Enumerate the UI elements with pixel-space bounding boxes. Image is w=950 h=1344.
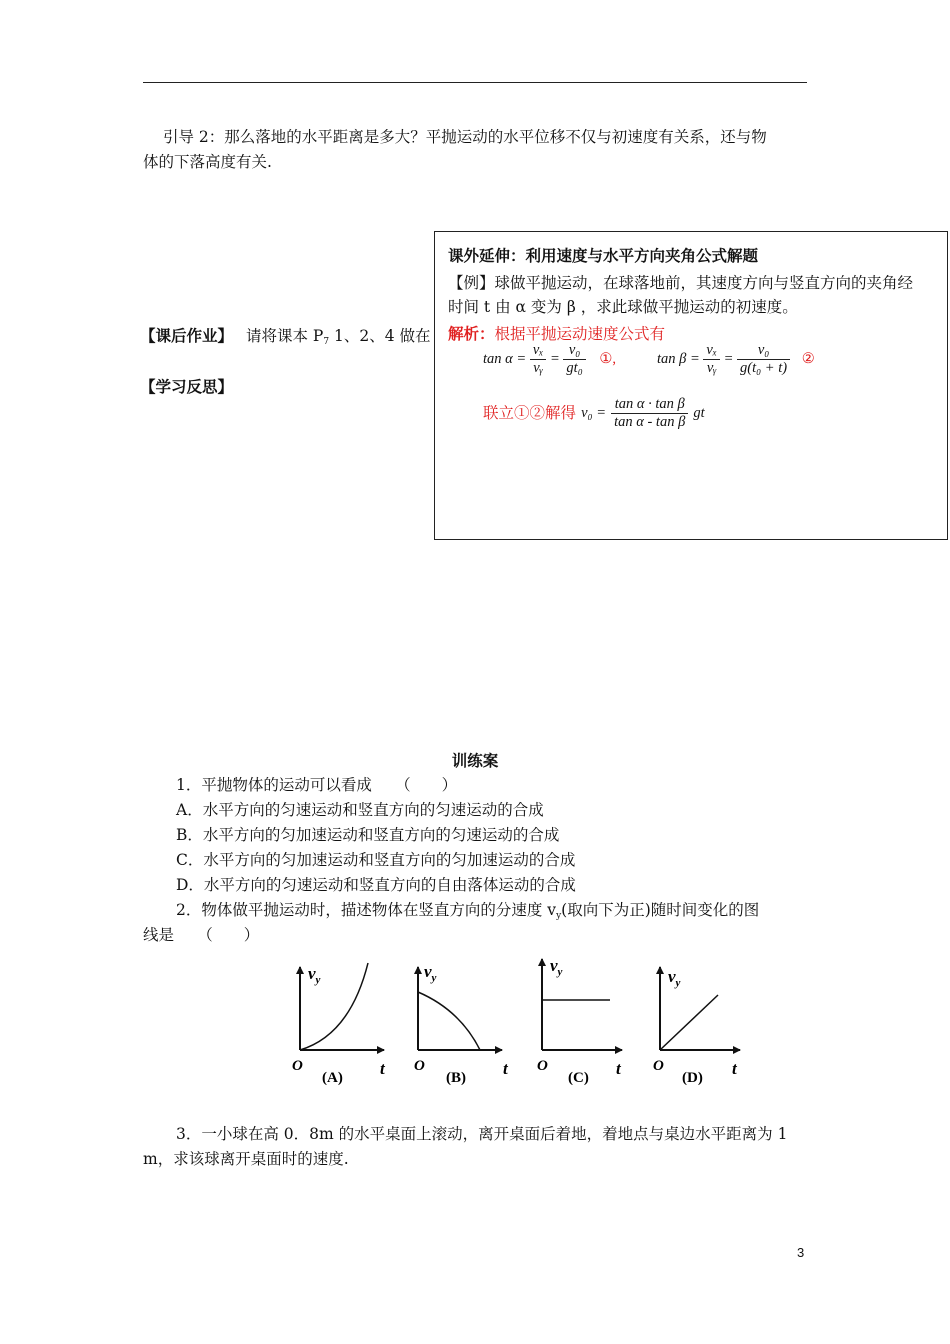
header-rule <box>143 82 807 83</box>
graph-d-caption: (D) <box>682 1070 703 1086</box>
graph-a-x-label: t <box>380 1059 385 1078</box>
graph-a-caption: (A) <box>322 1070 343 1086</box>
training-title: 训练案 <box>451 751 499 770</box>
eq3-fraction <box>611 396 688 431</box>
eq1-num-1: vₓ <box>530 342 547 360</box>
intro-line-2: 体的下落高度有关. <box>143 153 272 171</box>
graph-c-origin: O <box>537 1058 548 1074</box>
eq2-fraction-2 <box>737 342 790 377</box>
eq1-den-1: vᵧ <box>533 360 543 376</box>
graph-c-y-label: $v_y$ <box>550 956 563 978</box>
eq1-mark: ①, <box>599 351 616 367</box>
graph-d-origin: O <box>653 1058 664 1074</box>
extension-title: 课外延伸：利用速度与水平方向夹角公式解题 <box>448 246 759 265</box>
eq3-tail: gt <box>693 405 705 421</box>
graph-a-y-label: $v_y$ <box>308 964 321 986</box>
eq1-den-2: gt₀ <box>566 360 583 376</box>
graph-a-origin: O <box>292 1058 303 1074</box>
eq2-den-2: g(t₀ + t) <box>740 360 788 376</box>
equation-3 <box>483 396 705 431</box>
graph-c <box>537 956 622 1086</box>
q2-stem-line-2: 线是 （ ） <box>143 926 260 944</box>
graph-c-caption: (C) <box>568 1070 589 1086</box>
graph-b-y-label: $v_y$ <box>424 962 437 984</box>
equation-2 <box>657 342 815 377</box>
eq1-fraction-2 <box>563 342 585 377</box>
q2-stem-a: 2．物体做平抛运动时，描述物体在竖直方向的分速度 v <box>176 901 557 919</box>
q1-stem: 1．平抛物体的运动可以看成 （ ） <box>176 776 458 794</box>
q1-option-c: C．水平方向的匀加速运动和竖直方向的匀加速运动的合成 <box>176 851 576 869</box>
eq2-equals: = <box>723 351 734 367</box>
eq2-den-1: vᵧ <box>706 360 717 376</box>
graph-d-x-label: t <box>732 1059 737 1078</box>
eq3-den: tan α - tan β <box>614 414 686 430</box>
example-line-2: 时间 t 由 α 变为 β ，求此球做平抛运动的初速度。 <box>448 298 798 316</box>
graph-d-line <box>660 995 718 1050</box>
eq3-lhs: v₀ = <box>581 405 606 421</box>
q3-line-1: 3．一小球在高 0．8m 的水平桌面上滚动，离开桌面后着地，着地点与桌边水平距离为 1 <box>176 1125 788 1143</box>
graph-c-x-label: t <box>616 1059 621 1078</box>
q3-line-2: m，求该球离开桌面时的速度. <box>143 1150 349 1168</box>
homework-label: 【课后作业】 <box>140 326 234 345</box>
graph-d-y-label: $v_y$ <box>668 967 681 989</box>
q1-option-d: D．水平方向的匀速运动和竖直方向的自由落体运动的合成 <box>176 876 576 894</box>
eq1-num-2: v₀ <box>563 342 585 360</box>
eq2-num-2: v₀ <box>737 342 790 360</box>
eq2-num-1: vₓ <box>703 342 720 360</box>
vy-t-graphs <box>280 955 760 1095</box>
eq2-fraction-1 <box>703 342 720 377</box>
eq1-lhs: tan α = <box>483 351 527 367</box>
equation-1 <box>483 342 616 377</box>
graph-b <box>414 962 509 1086</box>
eq2-mark: ② <box>801 351 815 367</box>
example-line-1: 【例】球做平抛运动，在球落地前，其速度方向与竖直方向的夹角经 <box>448 274 914 292</box>
q2-stem-sub: y <box>556 911 562 921</box>
analysis-label: 解析： <box>448 324 495 343</box>
eq1-equals: = <box>550 351 560 367</box>
q2-stem-b: (取向下为正)随时间变化的图 <box>561 901 760 919</box>
reflection-label: 【学习反思】 <box>140 377 234 396</box>
graph-d <box>653 967 740 1086</box>
homework-line <box>140 323 431 355</box>
homework-sub: 7 <box>323 337 330 347</box>
eq3-num: tan α · tan β <box>611 396 688 414</box>
homework-text-2: 1、2、4 做在 <box>329 327 431 345</box>
graph-b-origin: O <box>414 1058 425 1074</box>
q1-option-a: A．水平方向的匀速运动和竖直方向的匀速运动的合成 <box>176 801 544 819</box>
page-number: 3 <box>797 1245 805 1260</box>
graph-b-curve <box>418 992 480 1050</box>
homework-text: 请将课本 P <box>245 327 324 345</box>
q2-stem-line-1 <box>176 898 759 929</box>
graph-b-caption: (B) <box>446 1070 466 1086</box>
eq1-fraction-1 <box>530 342 547 377</box>
graph-b-x-label: t <box>503 1059 508 1078</box>
extension-box <box>434 231 948 540</box>
eq2-lhs: tan β = <box>657 351 700 367</box>
q1-option-b: B．水平方向的匀加速运动和竖直方向的匀速运动的合成 <box>176 826 560 844</box>
analysis-text: 根据平抛运动速度公式有 <box>494 325 666 343</box>
graph-a <box>292 963 386 1086</box>
joint-text: 联立①②解得 <box>483 404 577 422</box>
intro-line-1: 引导 2：那么落地的水平距离是多大？平抛运动的水平位移不仅与初速度有关系，还与物 <box>163 128 767 146</box>
